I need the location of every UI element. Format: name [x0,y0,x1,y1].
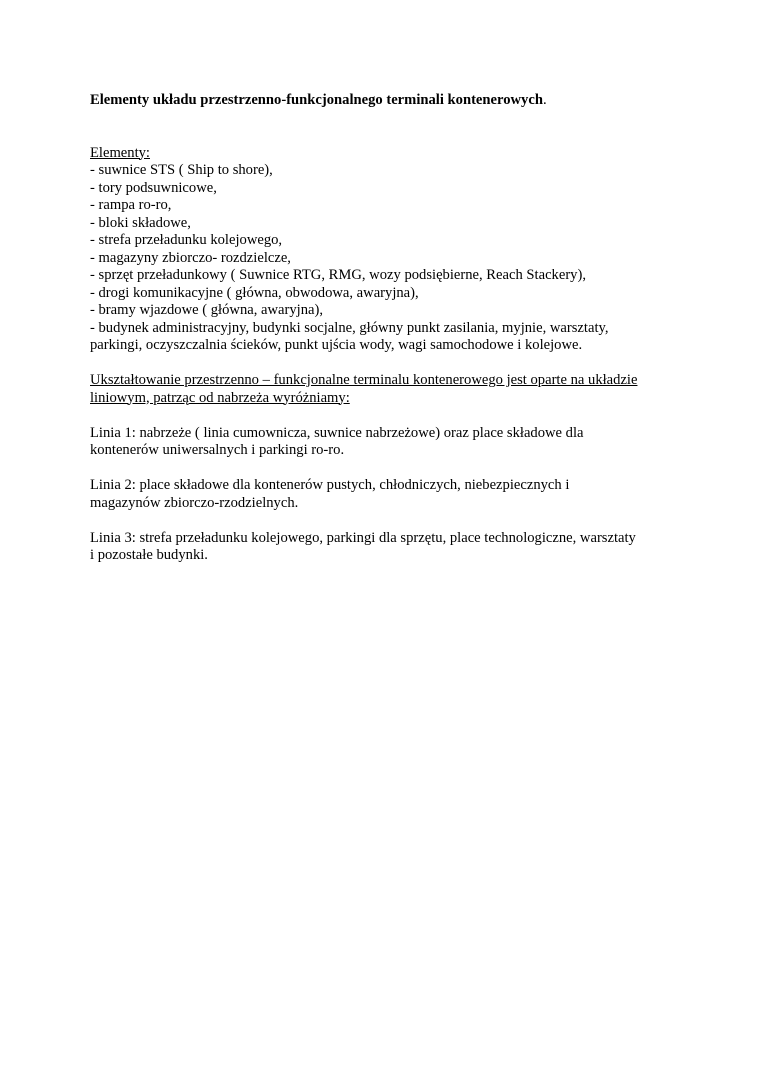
layout-intro-paragraph [90,372,675,407]
line3-text-2: i pozostałe budynki. [90,547,208,563]
line1-text-2: kontenerów uniwersalnych i parkingi ro-ro. [90,442,345,458]
element-item-2: - tory podsuwnicowe, [90,179,217,196]
spacer [90,355,675,373]
title-text: Elementy układu przestrzenno-funkcjonalnego terminali kontenerowych [90,92,543,108]
title-period: . [542,92,547,108]
line3-text-1: Linia 3: strefa przeładunku kolejowego, parkingi dla sprzętu, place technologiczne, warsztaty [90,529,636,546]
element-item-4: - bloki składowe, [90,214,191,231]
spacer [90,460,675,478]
element-item-8: - drogi komunikacyjne ( główna, obwodowa, awaryjna), [90,284,419,301]
spacer [90,512,675,530]
layout-intro-line-2: liniowym, patrząc od nabrzeża wyróżniamy: [90,389,350,406]
spacer [90,110,675,145]
spacer [90,407,675,425]
layout-intro-line-1: Ukształtowanie przestrzenno – funkcjonalne terminalu kontenerowego jest oparte na układzie [90,372,638,388]
element-item-9: - bramy wjazdowe ( główna, awaryjna), [90,302,324,318]
elements-heading: Elementy: [90,144,150,161]
element-item-3: - rampa ro-ro, [90,197,172,213]
line1-paragraph [90,425,675,460]
document-page [90,92,675,565]
line2-text-2: magazynów zbiorczo-rzodzielnych. [90,494,299,511]
element-item-1: - suwnice STS ( Ship to shore), [90,162,273,178]
line2-text-1: Linia 2: place składowe dla kontenerów pustych, chłodniczych, niebezpiecznych i [90,477,570,493]
element-item-10: - budynek administracyjny, budynki socjalne, główny punkt zasilania, myjnie, warsztaty, [90,319,609,336]
element-item-10-continuation: parkingi, oczyszczalnia ścieków, punkt ujścia wody, wagi samochodowe i kolejowe. [90,337,583,353]
elements-section [90,145,675,355]
line1-text-1: Linia 1: nabrzeże ( linia cumownicza, suwnice nabrzeżowe) oraz place składowe dla [90,424,584,441]
document-title [90,92,675,110]
line2-paragraph [90,477,675,512]
element-item-7: - sprzęt przeładunkowy ( Suwnice RTG, RMG, wozy podsiębierne, Reach Stackery), [90,267,586,283]
line3-paragraph [90,530,675,565]
element-item-5: - strefa przeładunku kolejowego, [90,232,283,248]
element-item-6: - magazyny zbiorczo- rozdzielcze, [90,249,291,266]
